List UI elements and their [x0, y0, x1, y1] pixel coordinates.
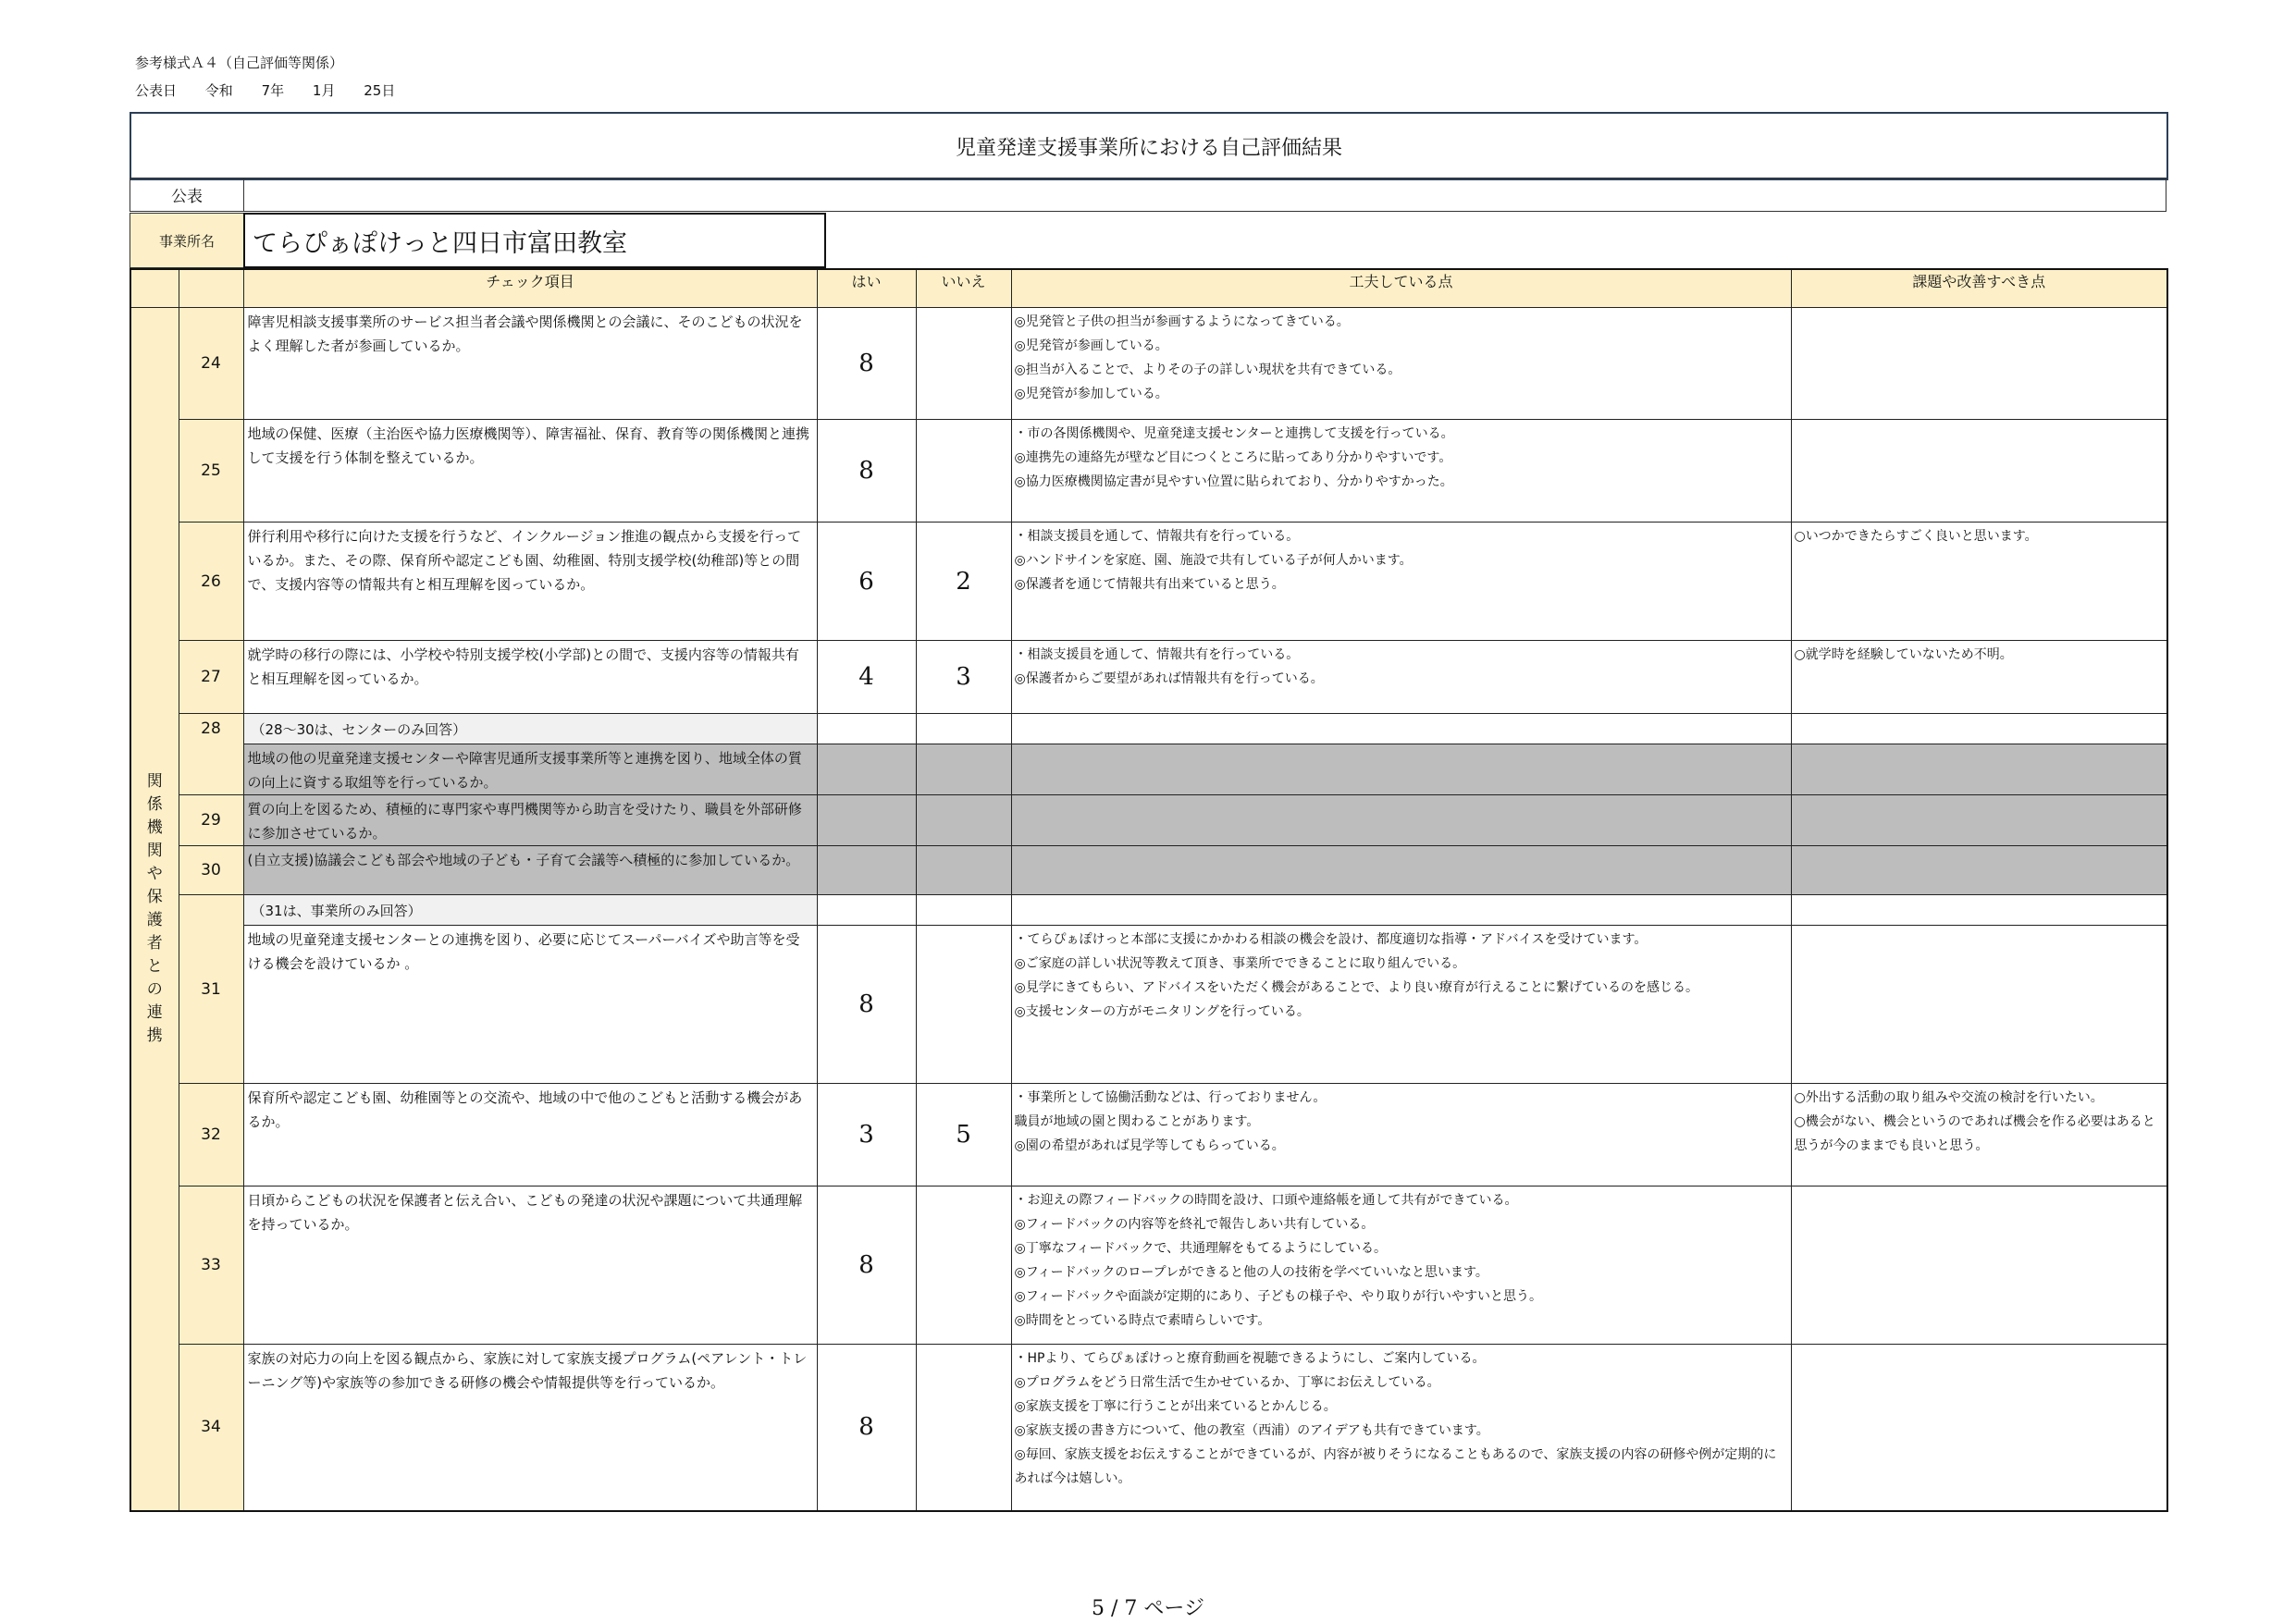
no-count: 5: [916, 1084, 1011, 1187]
empty-cell: [1011, 895, 1791, 926]
effort-line: ◎丁寧なフィードバックで、共通理解をもてるようにしている。: [1014, 1241, 1388, 1256]
no-count: [916, 1345, 1011, 1511]
effort-line: ◎支援センターの方がモニタリングを行っている。: [1014, 1004, 1310, 1019]
effort-line: ◎児発管と子供の担当が参画するようになってきている。: [1014, 314, 1350, 329]
yes-count: [817, 744, 916, 795]
effort-line: ◎ご家庭の詳しい状況等教えて頂き、事業所でできることに取り組んでいる。: [1014, 956, 1466, 971]
table-row: [130, 523, 2167, 641]
issue-cell: [1791, 1345, 2167, 1511]
effort-cell: [1011, 1345, 1791, 1511]
yes-count: 8: [817, 1345, 916, 1511]
issue-cell: [1791, 523, 2167, 641]
effort-cell: [1011, 926, 1791, 1084]
effort-line: ◎園の希望があれば見学等してもらっている。: [1014, 1138, 1285, 1153]
public-row: [130, 178, 2166, 212]
no-count: [916, 744, 1011, 795]
row-number: 28: [179, 714, 243, 795]
table-row: [130, 744, 2167, 795]
row-number: 29: [179, 795, 243, 846]
effort-line: ◎保護者を通じて情報共有出来ていると思う。: [1014, 577, 1285, 592]
effort-line: ・市の各関係機関や、児童発達支援センターと連携して支援を行っている。: [1014, 426, 1454, 441]
header-blank-1: [130, 269, 179, 308]
table-row: [130, 846, 2167, 895]
office-label: 事業所名: [130, 213, 244, 268]
effort-line: ◎フィードバックの内容等を終礼で報告しあい共有している。: [1014, 1217, 1375, 1232]
empty-cell: [817, 895, 916, 926]
check-item: 地域の児童発達支援センターとの連携を図り、必要に応じてスーパーバイズや助言等を受ける機会を設けているか 。: [243, 926, 817, 1084]
header-check: チェック項目: [243, 269, 817, 308]
table-row: [130, 641, 2167, 714]
no-count: [916, 308, 1011, 420]
office-name: てらぴぁぽけっと四日市富田教室: [243, 213, 826, 268]
document-title: 児童発達支援事業所における自己評価結果: [130, 112, 2168, 180]
effort-cell: [1011, 641, 1791, 714]
yes-count: [817, 846, 916, 895]
table-row: [130, 1084, 2167, 1187]
header-yes: はい: [817, 269, 916, 308]
effort-line: ◎児発管が参画している。: [1014, 338, 1168, 353]
effort-line: ◎時間をとっている時点で素晴らしいです。: [1014, 1313, 1271, 1328]
table-header-row: [130, 269, 2167, 308]
effort-line: ・事業所として協働活動などは、行っておりません。: [1014, 1090, 1327, 1105]
issue-cell: [1791, 744, 2167, 795]
effort-cell: [1011, 420, 1791, 523]
issue-line: ○就学時を経験していないため不明。: [1794, 647, 2013, 662]
yes-count: 4: [817, 641, 916, 714]
effort-cell: [1011, 846, 1791, 895]
page-footer: 5 / 7 ページ: [1092, 1597, 1204, 1620]
header-effort: 工夫している点: [1011, 269, 1791, 308]
section-note: （31は、事業所のみ回答）: [243, 895, 817, 926]
yes-count: 3: [817, 1084, 916, 1187]
row-number: 33: [179, 1187, 243, 1345]
effort-cell: [1011, 744, 1791, 795]
table-row: [130, 795, 2167, 846]
published-era: 令和: [204, 82, 233, 99]
category-label: 関係機関や保護者との連携: [146, 771, 163, 1045]
yes-count: 8: [817, 926, 916, 1084]
yes-count: 6: [817, 523, 916, 641]
row-number: 24: [179, 308, 243, 420]
category-cell: [130, 308, 179, 1511]
effort-line: ・HPより、てらぴぁぽけっと療育動画を視聴できるようにし、ご案内している。: [1014, 1351, 1486, 1366]
issue-cell: [1791, 926, 2167, 1084]
yes-count: 8: [817, 420, 916, 523]
note-row: [130, 895, 2167, 926]
yes-count: 8: [817, 308, 916, 420]
table-row: [130, 308, 2167, 420]
check-item: (自立支援)協議会こども部会や地域の子ども・子育て会議等へ積極的に参加しているか。: [243, 846, 817, 895]
effort-line: ◎ハンドサインを家庭、園、施設で共有している子が何人かいます。: [1014, 553, 1413, 568]
check-item: 家族の対応力の向上を図る観点から、家族に対して家族支援プログラム(ペアレント・トレーニング等)や家族等の参加できる研修の機会や情報提供等を行っているか。: [243, 1345, 817, 1511]
table-row: [130, 1345, 2167, 1511]
check-item: 保育所や認定こども園、幼稚園等との交流や、地域の中で他のこどもと活動する機会があるか。: [243, 1084, 817, 1187]
issue-cell: [1791, 846, 2167, 895]
header-blank-2: [179, 269, 243, 308]
published-label: 公表日: [135, 82, 178, 99]
effort-line: ◎見学にきてもらい、アドバイスをいただく機会があることで、より良い療育が行えることに繋げているのを感じる。: [1014, 980, 1699, 995]
check-item: 日頃からこどもの状況を保護者と伝え合い、こどもの発達の状況や課題について共通理解を持っているか。: [243, 1187, 817, 1345]
form-label: 参考様式Ａ４（自己評価等関係）: [135, 55, 344, 71]
issue-cell: [1791, 1187, 2167, 1345]
row-number: 32: [179, 1084, 243, 1187]
effort-line: ◎プログラムをどう日常生活で生かせているか、丁寧にお伝えしている。: [1014, 1375, 1440, 1390]
effort-line: ・相談支援員を通して、情報共有を行っている。: [1014, 647, 1300, 662]
effort-line: ◎保護者からご要望があれば情報共有を行っている。: [1014, 671, 1324, 686]
published-month: 1月: [312, 82, 336, 99]
issue-line: ○いつかできたらすごく良いと思います。: [1794, 529, 2038, 544]
effort-cell: [1011, 1084, 1791, 1187]
issue-cell: [1791, 1084, 2167, 1187]
row-number: 31: [179, 895, 243, 1084]
row-number: 34: [179, 1345, 243, 1511]
published-date: [135, 80, 419, 100]
row-number: 25: [179, 420, 243, 523]
no-count: [916, 795, 1011, 846]
public-label: 公表: [130, 178, 244, 212]
header-issue: 課題や改善すべき点: [1791, 269, 2167, 308]
check-item: 地域の他の児童発達支援センターや障害児通所支援事業所等と連携を図り、地域全体の質の向上に資する取組等を行っているか。: [243, 744, 817, 795]
effort-line: ・相談支援員を通して、情報共有を行っている。: [1014, 529, 1300, 544]
check-item: 就学時の移行の際には、小学校や特別支援学校(小学部)との間で、支援内容等の情報共有と相互理解を図っているか。: [243, 641, 817, 714]
effort-line: 職員が地域の園と関わることがあります。: [1014, 1114, 1260, 1129]
check-item: 質の向上を図るため、積極的に専門家や専門機関等から助言を受けたり、職員を外部研修に参加させているか。: [243, 795, 817, 846]
issue-cell: [1791, 641, 2167, 714]
empty-cell: [1011, 714, 1791, 744]
no-count: [916, 1187, 1011, 1345]
check-item: 併行利用や移行に向けた支援を行うなど、インクルージョン推進の観点から支援を行っているか。また、その際、保育所や認定こども園、幼稚園、特別支援学校(幼稚部)等との間で、支援内容等の情報共有と相互理解を図っているか。: [243, 523, 817, 641]
yes-count: [817, 795, 916, 846]
issue-cell: [1791, 795, 2167, 846]
table-row: [130, 1187, 2167, 1345]
no-count: 3: [916, 641, 1011, 714]
public-value: [243, 178, 2166, 212]
issue-line: ○外出する活動の取り組みや交流の検討を行いたい。: [1794, 1090, 2104, 1105]
issue-cell: [1791, 308, 2167, 420]
section-note: （28～30は、センターのみ回答）: [243, 714, 817, 744]
effort-cell: [1011, 523, 1791, 641]
row-number: 30: [179, 846, 243, 895]
empty-cell: [817, 714, 916, 744]
effort-cell: [1011, 308, 1791, 420]
published-day: 25日: [364, 82, 396, 99]
issue-cell: [1791, 420, 2167, 523]
empty-cell: [1791, 895, 2167, 926]
effort-line: ◎フィードバックや面談が定期的にあり、子どもの様子や、やり取りが行いやすいと思う。: [1014, 1289, 1543, 1304]
effort-line: ・お迎えの際フィードバックの時間を設け、口頭や連絡帳を通して共有ができている。: [1014, 1193, 1518, 1208]
table-row: [130, 420, 2167, 523]
empty-cell: [916, 714, 1011, 744]
no-count: [916, 926, 1011, 1084]
yes-count: 8: [817, 1187, 916, 1345]
issue-line: ○機会がない、機会というのであれば機会を作る必要はあると思うが今のままでも良いと思う。: [1794, 1114, 2155, 1153]
evaluation-table: [130, 268, 2168, 1512]
effort-line: ◎フィードバックのロープレができると他の人の技術を学べていいなと思います。: [1014, 1265, 1488, 1280]
effort-line: ◎担当が入ることで、よりその子の詳しい現状を共有できている。: [1014, 363, 1401, 377]
table-row: [130, 926, 2167, 1084]
effort-line: ◎連携先の連絡先が壁など目につくところに貼ってあり分かりやすいです。: [1014, 450, 1452, 465]
row-number: 27: [179, 641, 243, 714]
effort-line: ・てらぴぁぽけっと本部に支援にかかわる相談の機会を設け、都度適切な指導・アドバイスを受けています。: [1014, 932, 1648, 947]
effort-line: ◎毎回、家族支援をお伝えすることができているが、内容が被りそうになることもあるので、家族支援の内容の研修や例が定期的にあれば今は嬉しい。: [1014, 1447, 1777, 1486]
effort-line: ◎協力医療機関協定書が見やすい位置に貼られており、分かりやすかった。: [1014, 474, 1453, 489]
effort-line: ◎家族支援の書き方について、他の教室（西浦）のアイデアも共有できています。: [1014, 1423, 1489, 1438]
check-item: 障害児相談支援事業所のサービス担当者会議や関係機関との会議に、そのこどもの状況をよく理解した者が参画しているか。: [243, 308, 817, 420]
header-no: いいえ: [916, 269, 1011, 308]
row-number: 26: [179, 523, 243, 641]
effort-line: ◎児発管が参加している。: [1014, 387, 1168, 401]
empty-cell: [1791, 714, 2167, 744]
empty-cell: [916, 895, 1011, 926]
published-year: 7年: [261, 82, 285, 99]
check-item: 地域の保健、医療（主治医や協力医療機関等）、障害福祉、保育、教育等の関係機関と連携して支援を行う体制を整えているか。: [243, 420, 817, 523]
effort-line: ◎家族支援を丁寧に行うことが出来ているとかんじる。: [1014, 1399, 1337, 1414]
no-count: [916, 420, 1011, 523]
effort-cell: [1011, 795, 1791, 846]
no-count: 2: [916, 523, 1011, 641]
no-count: [916, 846, 1011, 895]
note-row: [130, 714, 2167, 744]
effort-cell: [1011, 1187, 1791, 1345]
